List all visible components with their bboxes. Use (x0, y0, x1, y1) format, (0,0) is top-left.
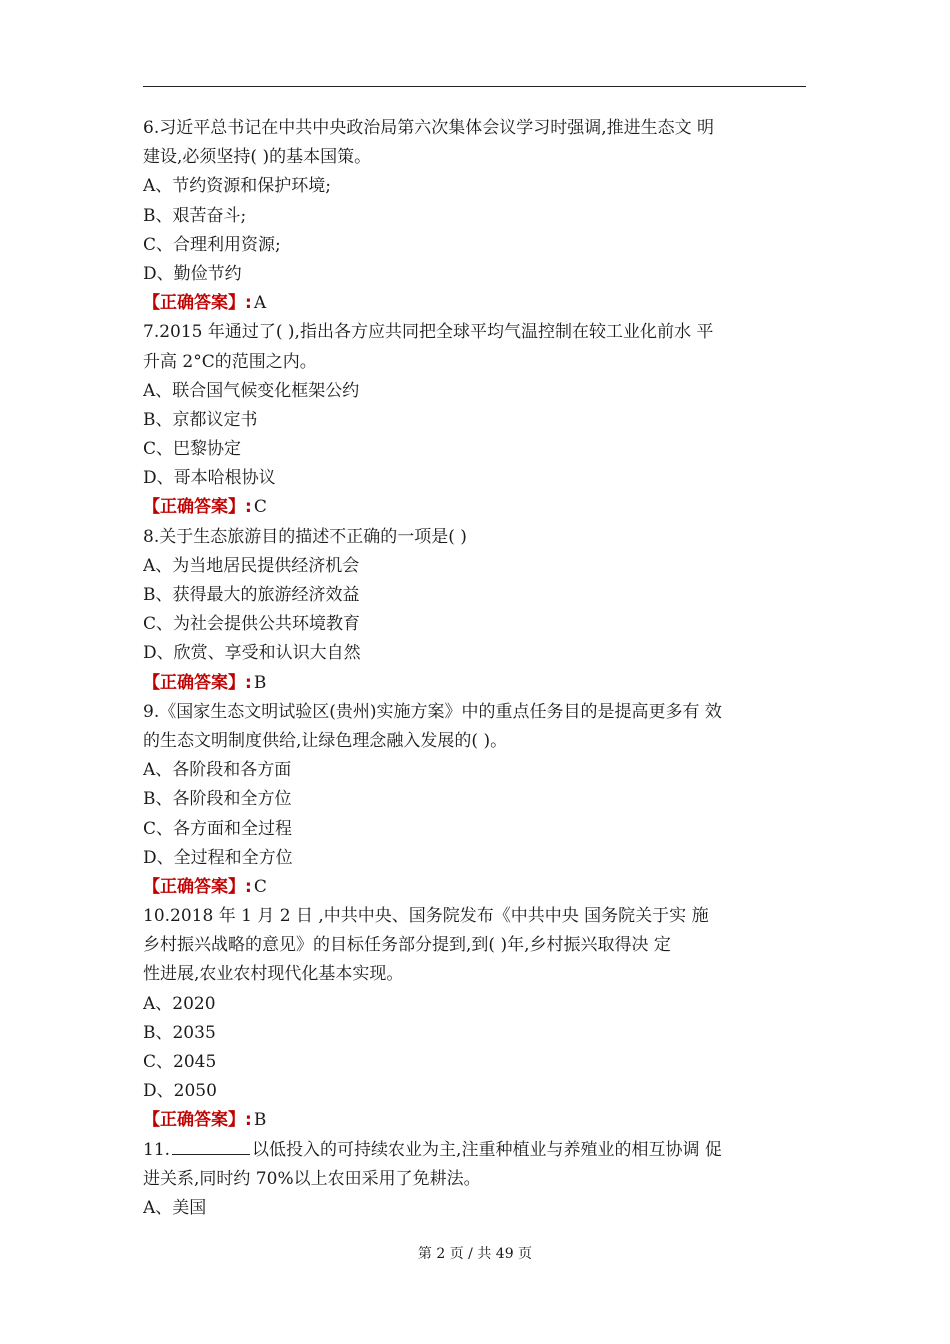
question-text (143, 1136, 807, 1165)
answer-option: A、各阶段和各方面 (143, 760, 292, 781)
question-text: 的生态文明制度供给,让绿色理念融入发展的( )。 (143, 730, 508, 751)
answer-option: D、欣赏、享受和认识大自然 (143, 643, 361, 664)
answer-value: B (253, 1110, 267, 1131)
answer-value: C (253, 497, 267, 518)
question-text: 9.《国家生态文明试验区(贵州)实施方案》中的重点任务目的是提高更多有 效 (143, 701, 722, 722)
answer-label: 【正确答案】: (143, 876, 252, 897)
answer-value: B (253, 672, 267, 693)
answer-label: 【正确答案】: (143, 672, 252, 693)
answer-option: B、京都议定书 (143, 409, 258, 430)
question-list (143, 114, 807, 1223)
correct-answer (143, 1106, 807, 1135)
answer-value: C (253, 876, 267, 897)
question-block (143, 114, 807, 318)
page-footer: 第 2 页 / 共 49 页 (417, 1246, 533, 1262)
question-text: 升高 2°C的范围之内。 (143, 351, 317, 372)
answer-option: A、联合国气候变化框架公约 (143, 380, 360, 401)
question-text: 建设,必须坚持( )的基本国策。 (143, 147, 372, 168)
question-block (143, 318, 807, 522)
question-text-rest: 以低投入的可持续农业为主,注重种植业与养殖业的相互协调 促 (252, 1139, 722, 1160)
answer-option: D、全过程和全方位 (143, 847, 293, 868)
question-text: 6.习近平总书记在中共中央政治局第六次集体会议学习时强调,推进生态文 明 (143, 118, 715, 138)
question-text: 8.关于生态旅游目的描述不正确的一项是( ) (143, 526, 467, 547)
answer-option: D、2050 (143, 1081, 217, 1102)
question-text: 乡村振兴战略的意见》的目标任务部分提到,到( )年,乡村振兴取得决 定 (143, 935, 671, 956)
correct-answer (143, 493, 807, 522)
question-block (143, 523, 807, 698)
answer-option: D、哥本哈根协议 (143, 468, 276, 489)
question-text: 7.2015 年通过了( ),指出各方应共同把全球平均气温控制在较工业化前水 平 (143, 322, 714, 343)
answer-option: B、获得最大的旅游经济效益 (143, 585, 360, 605)
question-text: 10.2018 年 1 月 2 日 ,中共中央、国务院发布《中共中央 国务院关于实 施 (143, 906, 709, 927)
question-number: 11. (143, 1139, 171, 1160)
question-block (143, 698, 807, 902)
answer-option: C、巴黎协定 (143, 439, 242, 460)
answer-option: C、合理利用资源; (143, 234, 281, 255)
answer-label: 【正确答案】: (143, 1110, 252, 1131)
question-text: 性进展,农业农村现代化基本实现。 (143, 964, 404, 985)
answer-option: B、艰苦奋斗; (143, 205, 247, 226)
correct-answer (143, 669, 807, 698)
answer-option: B、2035 (143, 1022, 216, 1043)
answer-option: A、2020 (143, 993, 216, 1014)
question-block (143, 1136, 807, 1224)
answer-option: C、各方面和全过程 (143, 818, 293, 839)
answer-label: 【正确答案】: (143, 293, 252, 314)
answer-option: B、各阶段和全方位 (143, 789, 292, 810)
header-rule (143, 86, 806, 87)
answer-option: A、节约资源和保护环境; (143, 176, 332, 197)
answer-option: C、2045 (143, 1052, 217, 1072)
fill-blank (172, 1138, 250, 1155)
answer-option: A、美国 (143, 1197, 207, 1218)
question-text: 进关系,同时约 70%以上农田采用了免耕法。 (143, 1168, 481, 1189)
answer-option: C、为社会提供公共环境教育 (143, 614, 361, 635)
answer-label: 【正确答案】: (143, 497, 252, 518)
answer-option: D、勤俭节约 (143, 263, 242, 284)
correct-answer (143, 289, 807, 318)
answer-value: A (253, 293, 267, 314)
answer-option: A、为当地居民提供经济机会 (143, 555, 360, 576)
question-block (143, 902, 807, 1136)
correct-answer (143, 873, 807, 902)
